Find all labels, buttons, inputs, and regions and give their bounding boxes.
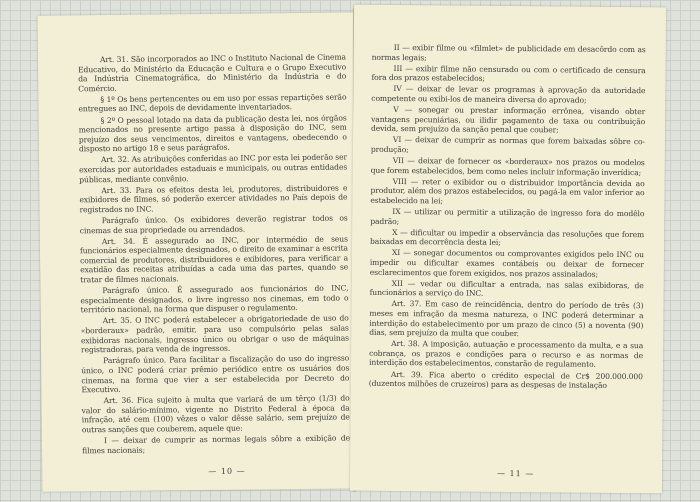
left-paragraph: I — deixar de cumprir as normas legais sôbre a exibição de filmes nacionais; bbox=[82, 433, 351, 455]
left-paragraph: Art. 31. São incorporados ao INC o Instituto Nacional de Cinema Educativo, do Ministério da Educação e Cultura e o Grupo Executivo da Indústria Cinematográfica, do Ministério da Indústria e do Comércio. bbox=[78, 52, 347, 94]
left-paragraph: Parágrafo único. É assegurado aos funcionários do INC, especialmente designados, o livre ingresso nos cinemas, em todo o território nacional, na forma que dispuser o regulamento. bbox=[80, 283, 349, 315]
left-paragraph: Art. 34. É assegurado ao INC, por intermédio de seus funcionários especialmente designados, o direito de examinar a escrita comercial de produtores, distribuidores e exibidores, para verificar a exatidão das receitas atribuídas a cada uma das partes, quando se tratar de filmes nacionais. bbox=[79, 234, 349, 285]
right-paragraph: XI — sonegar documentos ou comprovantes exigidos pelo INC ou impedir ou dificultar exames contábeis ou deixar de fornecer esclarecimentos que forem exigidos, nos prazos assinalados; bbox=[369, 248, 644, 279]
right-text-column bbox=[369, 43, 646, 393]
right-page bbox=[350, 5, 666, 494]
right-paragraph: X — dificultar ou impedir a observância das resoluções que forem baixadas em decorrência desta lei; bbox=[370, 227, 645, 248]
right-paragraph: IV — deixar de levar os programas à aprovação da autoridade competente ou exibi-los de maneira diversa do aprovado; bbox=[371, 84, 646, 105]
right-paragraph: Art. 37. Em caso de reincidência, dentro do período de três (3) meses em infração da mesma natureza, o INC poderá determinar a interdição do estabelecimento por um prazo de cinco (5) a noventa (90) dias, sem prejuízo da multa que couber. bbox=[369, 299, 644, 339]
right-paragraph: Art. 39. Fica aberto o crédito especial de Cr$ 200.000.000 (duzentos milhões de cruzeiros) para as despesas de instalação bbox=[368, 369, 643, 390]
right-paragraph: XII — vedar ou dificultar a entrada, nas salas exibidoras, de funcionários a serviço do INC. bbox=[369, 278, 644, 299]
right-paragraph: IX — utilizar ou permitir a utilização de ingresso fora do modêlo padrão; bbox=[370, 206, 645, 226]
left-paragraph: Art. 33. Para os efeitos desta lei, produtores, distribuidores e exibidores de filmes, só poderão exercer atividades no País depois de registrados no INC. bbox=[79, 183, 348, 215]
left-paragraph: Art. 36. Fica sujeito à multa que variará de um têrço (1/3) do valor do salário-mínimo, vigente no Distrito Federal à época da infração, até cem (100) vêzes o valor dêsse salário, sem prejuízo de outras sanções que couberem, aquele que: bbox=[81, 393, 350, 435]
page-number: — 11 — bbox=[497, 468, 535, 479]
left-paragraph: § 1º Os bens pertencentes ou em uso por essas repartições serão entregues ao INC, depois de devidamente inventariados. bbox=[78, 92, 347, 114]
page-number: — 10 — bbox=[208, 466, 246, 476]
left-paragraph: Art. 35. O INC poderá estabelecer a obrigatoriedade de uso do «borderaux» padrão, emitir, para uso compulsório pelas salas exibidoras nacionais, ingresso único ou obrigar o uso de máquinas registradoras, para venda de ingressos. bbox=[80, 313, 349, 355]
left-paragraph: Parágrafo único. Para facilitar a fiscalização do uso do ingresso único, o INC poderá criar prêmio periódico entre os usuários dos cinemas, na forma que vier a ser estabelecida por Decreto do Executivo. bbox=[81, 353, 350, 395]
right-paragraph: V — sonegar ou prestar informação errônea, visando obter vantagens pecuniárias, ou ilidir pagamento de taxa ou contribuição devida, sem prejuízo da sanção penal que couber; bbox=[371, 105, 646, 135]
right-paragraph: VI — deixar de cumprir as normas que forem baixadas sôbre co-produção; bbox=[370, 135, 645, 155]
right-paragraph: III — exibir filme não censurado ou com o certificado de censura fora dos prazos estabelecidos; bbox=[371, 63, 646, 84]
right-paragraph: Art. 38. A imposição, autuação e processamento da multa, e a sua cobrança, os prazos e condições para o recurso e as normas de interdição dos estabelecimentos, constarão de regulamento. bbox=[368, 339, 644, 370]
left-paragraph: Parágrafo único. Os exibidores deverão registrar todos os cinemas de sua propriedade ou arrendados. bbox=[79, 213, 348, 235]
left-paragraph: Art. 32. As atribuições conferidas ao INC por esta lei poderão ser exercidas por autoridades estaduais e municipais, ou outras entidades públicas, mediante convênio. bbox=[79, 152, 348, 184]
left-page bbox=[38, 12, 373, 491]
right-paragraph: VIII — reter o exibidor ou o distribuidor importância devida ao produtor, além dos prazos estabelecidos, ou pagá-la em valor inferior ao estabelecido na lei; bbox=[370, 176, 645, 206]
right-paragraph: VII — deixar de fornecer os «borderaux» nos prazos ou modelos que forem estabelecidos, bem como neles incluir informação inverídica; bbox=[370, 156, 645, 177]
left-paragraph: § 2º O pessoal lotado na data da publicação desta lei, nos órgãos mencionados no presente artigo passa à disposição do INC, sem prejuízo dos seus vencimentos, direitos e vantagens, obedecendo o disposto no artigo 18 e seus parágrafos. bbox=[78, 113, 347, 154]
right-paragraph: II — exibir filme ou «filmlet» de publicidade em desacôrdo com as normas legais; bbox=[371, 42, 646, 62]
left-text-column bbox=[78, 53, 350, 458]
